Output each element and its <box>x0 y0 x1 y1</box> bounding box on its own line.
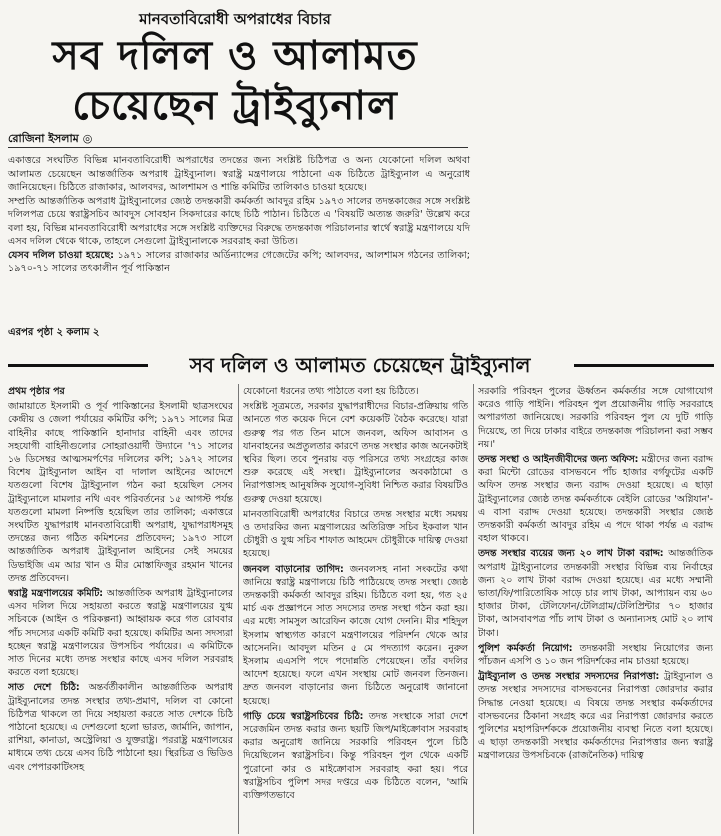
column-2 <box>243 385 468 835</box>
intro-paragraph-1: একাত্তরে সংঘটিত বিভিন্ন মানবতাবিরোধী অপরাধের তদন্তের জন্য সংশ্লিষ্ট চিঠিপত্র ও অন্য যেকোনো দলিল অথবা আলামত চেয়েছেন আন্তর্জাতিক অপরাধ ট্রাইব্যুনাল। স্বরাষ্ট্র মন্ত্রণালয়ে পাঠানো এক চিঠিতে ট্রাইব্যুনাল এ অনুরোধ জানিয়েছেন। চিঠিতে রাজাকার, আলবদর, আলশামস ও শান্তি কমিটির তালিকাও চাওয়া হয়েছে। <box>8 155 470 193</box>
col2-paragraph-1: যেকোনো ধরনের তথ্য পাঠাতে বলা হয় চিঠিতে। <box>243 386 419 397</box>
byline-rule <box>8 147 468 148</box>
byline-name: রোজিনা ইসলাম <box>8 132 79 145</box>
jump-headline-band <box>0 350 721 380</box>
col3-section-police-lead: পুলিশ কর্মকর্তা নিয়োগ: <box>478 642 573 654</box>
column-1 <box>8 385 233 835</box>
col3-section-police: পুলিশ কর্মকর্তা নিয়োগ: তদন্তকারী সংস্থায় নিয়োগের জন্য পাঁচজন এসপি ও ১০ জন পরিদর্শকের নাম চাওয়া হয়েছে। <box>478 642 713 668</box>
col3-section-office: তদন্ত সংস্থা ও আইনজীবীদের জন্য অফিস: মন্ত্রীদের জন্য বরাদ্দ করা মিন্টো রোডের বাসভবনে পাঁচ হাজার বর্গফুটের একটি অফিস তদন্ত সংস্থার জন্য বরাদ্দ দেওয়া হয়েছে। এ ছাড়া ট্রাইব্যুনালের জ্যেষ্ঠ তদন্ত কর্মকর্তাকে বেইলি রোডের 'অগ্নিযান'-এ বাসা বরাদ্দ দেওয়া হয়েছে। তদন্তকারী সংস্থার জ্যেষ্ঠ তদন্তকারী কর্মকর্তা আবদুর রহিম এ পদে থাকা পর্যন্ত এ বরাদ্দ বহাল থাকবে। <box>478 454 713 545</box>
col1-section-committee-lead: স্বরাষ্ট্র মন্ত্রণালয়ের কমিটি: <box>8 588 104 600</box>
col1-lead: প্রথম পৃষ্ঠার পর <box>8 386 65 397</box>
col3-section-security: ট্রাইব্যুনাল ও তদন্ত সংস্থার সদস্যদের নিরাপত্তা: ট্রাইব্যুনাল ও তদন্ত সংস্থার সদস্যদের বাসভবনের নিরাপত্তা জোরদার করার সিদ্ধান্ত নেওয়া হয়েছে। এ বিষয়ে তদন্ত সংস্থার কর্মকর্তাদের বাসভবনের ঠিকানা সংগ্রহ করে এর নিরাপত্তা জোরদার করতে পুলিশের মহাপরিদর্শককে প্রয়োজনীয় ব্যবস্থা নিতে বলা হয়েছে। এ ছাড়া তদন্তকারী সংস্থার কর্মকর্তাদের নিরাপত্তার জন্য স্বরাষ্ট্র মন্ত্রণালয়ের উপসচিবকে (রাজনৈতিক) দায়িত্ব <box>478 671 713 762</box>
col2-section-vehicles-lead: গাড়ি চেয়ে স্বরাষ্ট্রসচিবের চিঠি: <box>243 710 364 722</box>
col3-section-budget-lead: তদন্ত সংস্থার ব্যয়ের জন্য ২০ লাখ টাকা বরাদ্দ: <box>478 548 664 560</box>
col3-section-security-lead: ট্রাইব্যুনাল ও তদন্ত সংস্থার সদস্যদের নিরাপত্তা: <box>478 671 660 683</box>
col1-section-committee: স্বরাষ্ট্র মন্ত্রণালয়ের কমিটি: আন্তর্জাতিক অপরাধ ট্রাইব্যুনালের এসব দলিল দিয়ে সহায়তা করতে স্বরাষ্ট্র মন্ত্রণালয়ের যুগ্ম সচিবকে (আইন ও পরিকল্পনা) আহ্বায়ক করে গত রোববার পাঁচ সদস্যের একটি কমিটি করা হয়েছে। কমিটির অন্য সদস্যরা হচ্ছেন স্বরাষ্ট্র মন্ত্রণালয়ের উপসচিব পর্যায়ের। এ কমিটিকে সাত দিনের মধ্যে তদন্ত সংস্থার কাছে এসব দলিল সরবরাহ করতে বলা হয়েছে। <box>8 588 233 679</box>
intro-paragraph-3 <box>8 249 470 276</box>
col2-paragraph-2: সংশ্লিষ্ট সূত্রমতে, সরকার যুদ্ধাপরাধীদের বিচার-প্রক্রিয়ায় গতি আনতে গত কয়েক দিনে বেশ কয়েকটি বৈঠক করেছে। যারা গুরুত্ব পর গত তিন মাসে জনবল, অফিস আবাসন ও যানবাহনের অপ্রতুলতার কারণে তদন্ত সংস্থার কাজ অনেকটাই স্থবির ছিল। তবে পুনরায় বড় পরিসরে তথ্য সংগ্রহের কাজ শুরু করেছে এই সংস্থা। ট্রাইব্যুনালের অবকাঠামো ও নিরাপত্তাসহ আনুষঙ্গিক সুযোগ-সুবিধা নিশ্চিত করার বিষয়টিও গুরুত্ব দেওয়া হয়েছে। <box>243 401 468 505</box>
jump-headline: সব দলিল ও আলামত চেয়েছেন ট্রাইব্যুনাল <box>189 353 531 377</box>
intro-lead: যেসব দলিল চাওয়া হয়েছে: <box>8 249 115 261</box>
col3-section-budget: তদন্ত সংস্থার ব্যয়ের জন্য ২০ লাখ টাকা বরাদ্দ: আন্তর্জাতিক অপরাধ ট্রাইব্যুনালের তদন্তকারী সংস্থার বিভিন্ন ব্যয় নির্বাহের জন্য ২০ লাখ টাকা বরাদ্দ দেওয়া হয়েছে। এর মধ্যে সম্মানী ভাতা/ফি/পারিতোষিক সাড়ে চার লাখ টাকা, আপ্যায়ন ব্যয় ৬০ হাজার টাকা, টেলিফোন/টেলিগ্রাম/টেলিপ্রিন্টার ৭০ হাজার টাকা, আসবাবপত্র পাঁচ লাখ টাকা ও অন্যান্যসহ মোট ২০ লাখ টাকা। <box>478 548 713 639</box>
col2-section-manpower: জনবল বাড়ানোর তাগিদ: জনবলসহ নানা সংকটের কথা জানিয়ে স্বরাষ্ট্র মন্ত্রণালয়ে চিঠি পাঠিয়েছে তদন্ত সংস্থা। জ্যেষ্ঠ তদন্তকারী কর্মকর্তা আবদুর রহিম। চিঠিতে বলা হয়, গত ২৫ মার্চ এক প্রজ্ঞাপনে সাত সদস্যের তদন্ত সংস্থা গঠন করা হয়। এর মধ্যে সামসুল আরেফিন কাজে যোগ দেননি। মীর শহিদুল ইসলাম স্বাস্থ্যগত কারণে মন্ত্রণালয়ের পরিদর্শন থেকে আর আসেননি। আবদুল মতিন ৫ মে পদত্যাগ করেন। নুরুল ইসলাম এএসপি পদে পদোন্নতি পেয়েছেন। তাঁর বদলির আদেশ হয়েছে। ফলে এখন সংস্থায় মোট জনবল তিনজন। দ্রুত জনবল বাড়ানোর জন্য চিঠিতে অনুরোধ জানানো হয়েছে। <box>243 563 468 707</box>
byline-mark: ◎ <box>82 132 93 145</box>
kicker: মানবতাবিরোধী অপরাধের বিচার <box>139 10 331 28</box>
column-divider-2 <box>473 384 474 834</box>
band-rule-right <box>574 364 714 367</box>
headline-line-1: সব দলিল ও আলামত <box>52 33 418 79</box>
headline-line-2: চেয়েছেন ট্রাইব্যুনাল <box>72 83 398 129</box>
band-rule-left <box>8 364 148 367</box>
col2-paragraph-3: মানবতাবিরোধী অপরাধের বিচারে তদন্ত সংস্থার মধ্যে সমন্বয় ও তদারকির জন্য মন্ত্রণালয়ের অতিরিক্ত সচিব ইকবাল খান চৌধুরী ও যুগ্ম সচিব শাফাত আহমেদ চৌধুরীকে দায়িত্ব দেওয়া হয়েছে। <box>243 508 468 560</box>
col1-section-letters: সাত দেশে চিঠি: অন্তর্বর্তীকালীন আন্তর্জাতিক অপরাধ ট্রাইব্যুনালের তদন্ত সংস্থার তথ্য-প্রমাণ, দলিল বা কোনো চিঠিপত্র থাকলে তা দিয়ে সহায়তা করতে সাত দেশকে চিঠি পাঠানো হয়েছে। এ দেশগুলো হলো ভারত, জার্মানি, জাপান, রাশিয়া, কানাডা, অস্ট্রেলিয়া ও যুক্তরাষ্ট্র। পররাষ্ট্র মন্ত্রণালয়ের মাধ্যমে তথ্য চেয়ে এসব চিঠি পাঠানো হয়। স্থিরচিত্র ও ভিডিও এবং পেপারকাটিংসহ <box>8 682 233 773</box>
intro-paragraph-2: সম্প্রতি আন্তর্জাতিক অপরাধ ট্রাইব্যুনালের জ্যেষ্ঠ তদন্তকারী কর্মকর্তা আবদুর রহিম ১৯৭৩ সালের তদন্তকাজের সঙ্গে সংশ্লিষ্ট দলিলপত্র চেয়ে স্বরাষ্ট্রসচিব আবদুস সোবহান সিকদারের কাছে চিঠি পাঠান। চিঠিতে এ 'বিষয়টি অত্যন্ত জরুরি' উল্লেখ করে বলা হয়, বিভিন্ন মানবতাবিরোধী অপরাধের সঙ্গে সংশ্লিষ্ট ব্যক্তিদের বিরুদ্ধে তদন্তকাজ পরিচালনার স্বার্থে স্বরাষ্ট্র মন্ত্রণালয়ে যদি এসব দলিল থেকে থাকে, তাহলে সেগুলো ট্রাইব্যুনালকে সরবরাহ করা উচিত। <box>8 195 470 247</box>
column-3 <box>478 385 713 835</box>
col1-paragraph: জামায়াতে ইসলামী ও পূর্ব পাকিস্তানের ইসলামী ছাত্রসংঘের কেন্দ্রীয় ও জেলা পর্যায়ের কমিটির কপি; ১৯৭১ সালের মিত্র বাহিনীর কাছে পাকিস্তানি হানাদার বাহিনী এবং তাদের সহযোগী বাহিনীগুলোর সোহরাওয়ার্দী উদ্যানে '৭১ সালের ১৬ ডিসেম্বর আত্মসমর্পণের দলিলের কপি; ১৯৭২ সালের বিশেষ ট্রাইব্যুনাল আইন বা দালাল আইনের আদেশে যতগুলো বিশেষ ট্রাইব্যুনাল গঠন করা হয়েছিল সেসব ট্রাইব্যুনালে মামলার নথি এবং পরিবর্তনের ১৫ আগস্ট পর্যন্ত যতগুলো মামলা নিষ্পত্তি হয়েছিল তার তালিকা; একাত্তরে সংঘটিত যুদ্ধাপরাধ মানবতাবিরোধী অপরাধ, যুদ্ধাপরাধসমূহ তদন্তের জন্য গঠিত কমিশনের প্রতিবেদন; ১৯৭৩ সালে আন্তর্জাতিক অপরাধ ট্রাইব্যুনাল আইনের সেই সময়ের ডিভাইজি এম আর খান ও মীর মোস্তাফিজুর রহমান খানের তদন্ত প্রতিবেদন। <box>8 401 233 584</box>
intro-text <box>8 154 470 276</box>
continued-note: এরপর পৃষ্ঠা ২ কলাম ২ <box>8 327 100 338</box>
col3-section-office-lead: তদন্ত সংস্থা ও আইনজীবীদের জন্য অফিস: <box>478 454 639 466</box>
intro-list: ১৯৭১ সালের রাজাকার অর্ডিন্যান্সের গেজেটের কপি; আলবদর, আলশামস গঠনের তালিকা; ১৯৭০-৭১ সালের তৎকালীন পূর্ব পাকিস্তান <box>8 249 470 274</box>
col2-section-manpower-lead: জনবল বাড়ানোর তাগিদ: <box>243 563 344 575</box>
col3-paragraph-1: সরকারি পরিবহন পুলের ঊর্ধ্বতন কর্মকর্তার সঙ্গে যোগাযোগ করেও গাড়ি পাইনি। পরিবহন পুল প্রয়োজনীয় গাড়ি সরবরাহে অপারগতা জানিয়েছে। সরকারি পরিবহন পুল যে দুটি গাড়ি দিয়েছে, তা দিয়ে ঢাকার বাইরে তদন্তকাজ পরিচালনা করা সম্ভব নয়।' <box>478 386 713 450</box>
col2-section-vehicles: গাড়ি চেয়ে স্বরাষ্ট্রসচিবের চিঠি: তদন্ত সংস্থাকে সারা দেশে সরেজমিন তদন্ত করার জন্য ছয়টি জিপ/মাইক্রোবাস সরবরাহ করার অনুরোধ জানিয়ে সরকারি পরিবহন পুলে চিঠি দিয়েছিলেন স্বরাষ্ট্রসচিব। কিন্তু পরিবহন পুল থেকে একটি পুরোনো কার ও মাইক্রোবাস সরবরাহ করা হয়। পরে স্বরাষ্ট্রসচিব পুলিশ সদর দপ্তরে এক চিঠিতে বলেন, 'আমি ব্যক্তিগতভাবে <box>243 710 468 802</box>
column-divider-1 <box>238 384 239 834</box>
col1-section-letters-lead: সাত দেশে চিঠি: <box>8 682 80 694</box>
